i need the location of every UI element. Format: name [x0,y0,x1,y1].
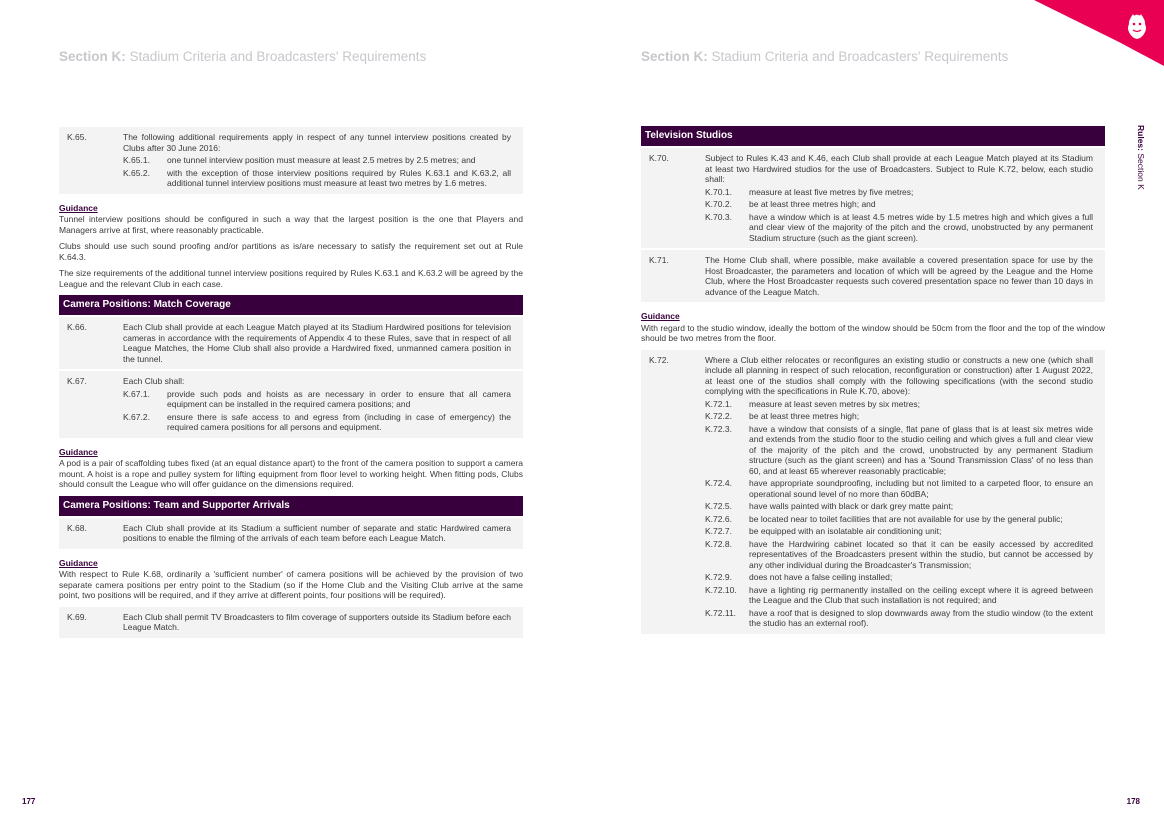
rule-text: Each Club shall: [123,376,185,386]
subrule-text: have walls painted with black or dark grey matte paint; [749,501,954,511]
subrule-k72-3 [705,424,1093,477]
subrule-k72-11 [705,608,1093,629]
section-banner-match-coverage: Camera Positions: Match Coverage [59,295,523,315]
subrule-number: K.65.1. [123,155,150,165]
rule-text: Each Club shall permit TV Broadcasters to film coverage of supporters outside its Stadium before each League Match. [123,611,511,632]
subrule-k65-1 [123,155,511,166]
guidance-title: Guidance [59,446,98,457]
subrule-number: K.72.10. [705,584,737,595]
subrule-text: be located near to toilet facilities that are not available for use by the general public; [749,513,1063,524]
subrule-number: K.72.5. [705,501,732,511]
right-page [582,0,1164,826]
subrule-number: K.72.3. [705,423,732,434]
subrule-text: measure at least seven metres by six metres; [749,398,921,409]
right-content [641,126,1105,636]
subrule-k70-3 [705,212,1093,244]
rule-number: K.65. [67,132,87,142]
subrule-k70-1 [705,187,1093,198]
subrule-number: K.72.11. [705,607,737,618]
guidance-paragraph: Tunnel interview positions should be configured in such a way that the largest position is the one that Players and Managers arrive at first, where reasonably practicable. [59,214,523,235]
subrule-number: K.72.1. [705,398,732,409]
subrule-text: have the Hardwiring cabinet located so that it can be easily accessed by accredited representatives of the Broadcasters present within the studio, but cannot be accessed by any other individual during the Broadcaster's Transmission; [749,538,1093,570]
side-tab-bold: Rules: [1136,125,1146,151]
subrule-number: K.72.8. [705,538,732,549]
subrule-text: one tunnel interview position must measure at least 2.5 metres by 2.5 metres; and [167,155,476,165]
subrule-k67-1 [123,389,511,410]
subrule-text: have a window that consists of a single, flat pane of glass that is at least six metres wide and extends from the studio floor to the studio ceiling and which gives a full and clear view of the majority of the pitch and the crowd, unobstructed by any permanent Stadium structure (such as the giant screen) and has a 'Sound Transmission Class' of no less than 60, and at least 65 wherever reasonably practicable; [749,423,1093,476]
rule-number: K.71. [649,255,669,265]
subrule-text: have a lighting rig permanently installed on the ceiling except where it is agreed between the League and the Club that such installation is not required; and [749,584,1093,605]
guidance-paragraph: The size requirements of the additional tunnel interview positions required by Rules K.63.1 and K.63.2 will be agreed by the League and the relevant Club in each case. [59,268,523,289]
subrule-k70-2 [705,199,1093,210]
subrule-text: ensure there is safe access to and egress from (including in case of emergency) the required camera positions for all persons and equipment. [167,411,511,432]
subrule-number: K.70.2. [705,199,732,209]
subrule-k72-1 [705,399,1093,410]
subrule-text: have a roof that is designed to slop downwards away from the studio window (to the extent the studio has an external roof). [749,607,1093,628]
page-number-left: 177 [22,797,36,806]
subrule-text: have a window which is at least 4.5 metres wide by 1.5 metres high and which gives a full and clear view of the majority of the pitch and the crowd, unobstructed by any permanent Stadium structure (such as the giant screen). [749,211,1093,243]
section-banner-arrivals: Camera Positions: Team and Supporter Arrivals [59,496,523,516]
subrule-text: with the exception of those interview positions required by Rules K.63.1 and K.63.2, all additional tunnel interview positions must measure at least two metres by 1.6 metres. [167,167,511,188]
guidance-paragraph: With respect to Rule K.68, ordinarily a 'sufficient number' of camera positions will be achieved by the provision of two separate camera positions per entry point to the Stadium (so if the Home Club and the Visiting Club arrive at the same point, two positions will be required, and if they arrive at different points, four positions will be required). [59,569,523,600]
subrule-k72-10 [705,585,1093,606]
rule-k70 [641,148,1105,248]
rule-k68 [59,518,523,549]
subrule-text: be at least three metres high; and [749,199,876,209]
subrule-k72-7 [705,526,1093,537]
subrule-number: K.70.1. [705,186,732,197]
subrule-k72-6 [705,514,1093,525]
subrule-text: provide such pods and hoists as are necessary in order to ensure that all camera equipment can be installed in the required camera positions; and [167,388,511,409]
side-tab-text: Section K [1136,153,1146,190]
subrule-k72-8 [705,539,1093,571]
subrule-text: be at least three metres high; [749,411,860,421]
guidance-paragraph: With regard to the studio window, ideally the bottom of the window should be 50cm from the floor and the top of the window should be two metres from the floor. [641,322,1105,343]
subrule-number: K.72.9. [705,572,732,582]
subrule-number: K.72.2. [705,411,732,421]
subrule-k72-2 [705,411,1093,422]
guidance-title: Guidance [59,557,98,568]
subrule-number: K.72.4. [705,478,732,488]
rule-number: K.68. [67,522,87,533]
left-content [59,127,523,640]
rule-number: K.66. [67,322,87,332]
page-number-right: 178 [1126,797,1140,806]
subrule-number: K.65.2. [123,167,150,178]
subrule-text: have appropriate soundproofing, including but not limited to a carpeted floor, to ensure an operational sound level of no more than 60dBA; [749,478,1093,499]
guidance-paragraph: A pod is a pair of scaffolding tubes fixed (at an equal distance apart) to the front of the camera position to support a camera mount. A hoist is a rope and pulley system for lifting equipment from floor level to working height. When fitting pods, Clubs should consult the League who will offer guidance on the dimensions required. [59,458,523,489]
rule-text: Subject to Rules K.43 and K.46, each Club shall provide at each League Match played at its Stadium at least two Hardwired studios for the use of Broadcasters. Subject to Rule K.72, below, each studio shall: [705,153,1093,184]
section-banner-tv-studios: Television Studios [641,126,1105,146]
subrule-number: K.70.3. [705,211,732,222]
rule-text: Where a Club either relocates or reconfigures an existing studio or constructs a new one (which shall include all planning in respect of such relocation, reconfiguration or construction) after 1 August 2022, at least one of the studios shall comply with the following specifications (with the second studio complying with the specifications in Rule K.70, above): [705,354,1093,396]
subrule-text: measure at least five metres by five metres; [749,186,914,197]
guidance-paragraph: Clubs should use such sound proofing and/or partitions as is/are necessary to satisfy the requirement set out at Rule K.64.3. [59,241,523,262]
subrule-number: K.67.1. [123,388,150,399]
header-section-bold: Section K: [641,49,708,64]
rule-k71 [641,250,1105,302]
page-header-left [59,49,426,64]
rule-k65 [59,127,523,194]
guidance-title: Guidance [59,202,98,213]
rule-text: Each Club shall provide at each League Match played at its Stadium Hardwired positions for television cameras in accordance with the requirements of Appendix 4 to these Rules, save that in respect of all League Matches, the Home Club shall also provide a Hardwired fixed, unmanned camera position in the tunnel. [123,322,511,364]
guidance-title: Guidance [641,311,680,321]
rule-number: K.69. [67,611,87,622]
header-section-text: Stadium Criteria and Broadcasters' Requirements [711,49,1009,64]
subrule-number: K.72.7. [705,526,732,536]
rule-k67 [59,371,523,438]
subrule-number: K.72.6. [705,513,732,524]
rule-number: K.70. [649,153,669,163]
rule-number: K.72. [649,354,669,365]
subrule-number: K.67.2. [123,411,150,422]
subrule-k72-9 [705,572,1093,583]
header-section-text: Stadium Criteria and Broadcasters' Requirements [129,49,427,64]
header-section-bold: Section K: [59,49,126,64]
subrule-text: does not have a false ceiling installed; [749,572,893,582]
subrule-k65-2 [123,168,511,189]
subrule-k72-5 [705,501,1093,512]
rule-k72 [641,350,1105,634]
subrule-k72-4 [705,478,1093,499]
rule-text: Each Club shall provide at its Stadium a sufficient number of separate and static Hardwired camera positions to enable the filming of the arrivals of each team before each League Match. [123,522,511,543]
rule-text: The Home Club shall, where possible, make available a covered presentation space for use by the Host Broadcaster, the parameters and location of which will be agreed by the League and the Home Club, where the Host Broadcaster requests such covered presentation space no fewer than 10 days in advance of the League Match. [705,255,1093,297]
subrule-text: be equipped with an isolatable air conditioning unit; [749,526,942,536]
page-header-right [641,49,1008,64]
rule-k69 [59,607,523,638]
rule-k66 [59,317,523,369]
rule-number: K.67. [67,376,87,386]
subrule-k67-2 [123,412,511,433]
rule-text: The following additional requirements apply in respect of any tunnel interview positions created by Clubs after 30 June 2016: [123,132,511,153]
